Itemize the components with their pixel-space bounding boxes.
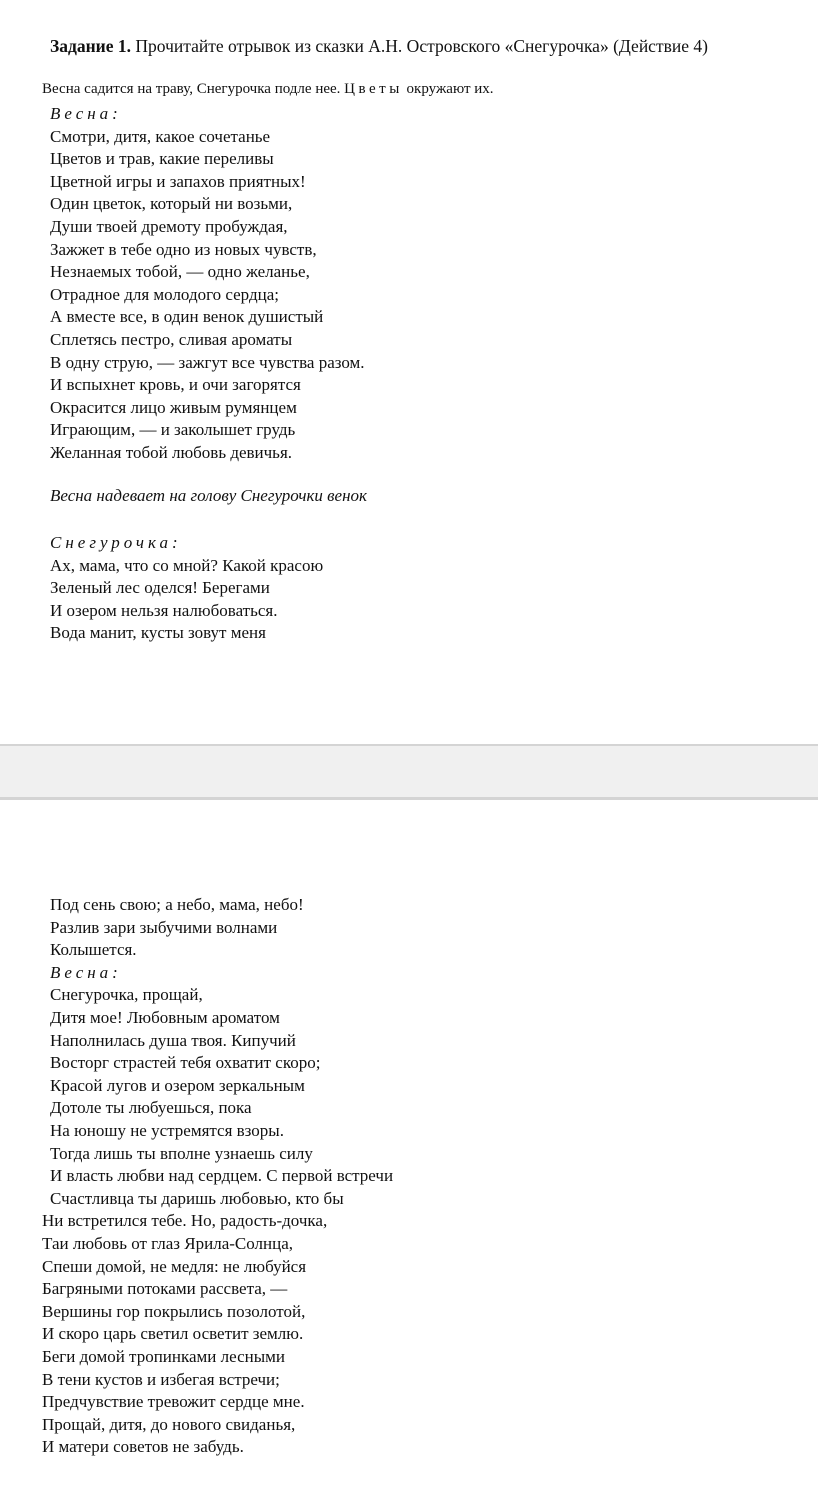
verse-line: Прощай, дитя, до нового свиданья, — [42, 1414, 296, 1434]
speaker-label: Весна: — [50, 962, 122, 982]
verse-block-2 — [50, 532, 323, 645]
verse-line: Беги домой тропинками лесными — [42, 1346, 286, 1366]
verse-line: Ах, мама, что со мной? Какой красою — [50, 555, 324, 575]
verse-line: Багряными потоками рассвета, — — [42, 1279, 288, 1299]
verse-line: Вода манит, кусты зовут меня — [50, 623, 266, 643]
stage-before: Весна садится на траву, Снегурочка подле нее. — [42, 81, 345, 97]
verse-line: В одну струю, — зажгут все чувства разом. — [50, 352, 365, 372]
verse-line: Спеши домой, не медля: не любуйся — [42, 1256, 307, 1276]
verse-line: Окрасится лицо живым румянцем — [50, 397, 297, 417]
verse-line: Разлив зари зыбучими волнами — [50, 917, 278, 937]
task-heading — [50, 36, 708, 57]
verse-line: Незнаемых тобой, — одно желанье, — [50, 262, 310, 282]
verse-line: Снегурочка, прощай, — [50, 985, 203, 1005]
verse-line: На юношу не устремятся взоры. — [50, 1120, 284, 1140]
verse-line: Дотоле ты любуешься, пока — [50, 1098, 252, 1118]
verse-line: Под сень свою; а небо, мама, небо! — [50, 895, 304, 914]
task-label: Задание 1. — [50, 36, 132, 56]
verse-line: Наполнилась душа твоя. Кипучий — [50, 1030, 296, 1050]
verse-line: Таи любовь от глаз Ярила-Солнца, — [42, 1233, 293, 1253]
verse-line: Восторг страстей тебя охватит скоро; — [50, 1053, 321, 1073]
verse-line: Души твоей дремоту пробуждая, — [50, 216, 288, 236]
verse-block-3 — [50, 894, 304, 962]
verse-line: Красой лугов и озером зеркальным — [50, 1075, 305, 1095]
verse-line: Цветов и трав, какие переливы — [50, 149, 274, 169]
document-page-1 — [0, 0, 818, 744]
speaker-label: Снегурочка: — [50, 533, 182, 552]
verse-line: Тогда лишь ты вполне узнаешь силу — [50, 1143, 313, 1163]
verse-line: Счастливца ты даришь любовью, кто бы — [50, 1188, 344, 1208]
verse-line: А вместе все, в один венок душистый — [50, 307, 324, 327]
verse-line: Колышется. — [50, 940, 137, 960]
verse-line: Желанная тобой любовь девичья. — [50, 442, 293, 462]
verse-line: Предчувствие тревожит сердце мне. — [42, 1392, 305, 1412]
verse-line: И власть любви над сердцем. С первой встречи — [50, 1166, 394, 1186]
speaker-label: Весна: — [50, 104, 122, 123]
verse-line: Один цветок, который ни возьми, — [50, 194, 293, 214]
verse-line: Отрадное для молодого сердца; — [50, 284, 279, 304]
task-text: Прочитайте отрывок из сказки А.Н. Островского «Снегурочка» (Действие 4) — [131, 36, 708, 56]
verse-line: И скоро царь светил осветит землю. — [42, 1324, 304, 1344]
verse-line: Вершины гор покрылись позолотой, — [42, 1301, 306, 1321]
verse-line: Цветной игры и запахов приятных! — [50, 171, 306, 191]
stage-spaced-word: Цветы — [344, 81, 403, 97]
verse-line: Играющим, — и заколышет грудь — [50, 420, 296, 440]
verse-line: Дитя мое! Любовным ароматом — [50, 1007, 280, 1027]
stage-direction — [42, 81, 494, 98]
verse-line: И матери советов не забудь. — [42, 1437, 244, 1457]
stage-direction-wreath: Весна надевает на голову Снегурочки венок — [50, 486, 367, 505]
verse-block-5 — [42, 1210, 327, 1459]
verse-block-1 — [50, 103, 365, 465]
verse-block-4 — [50, 962, 393, 1211]
verse-line: Смотри, дитя, какое сочетанье — [50, 126, 271, 146]
verse-line: Зеленый лес оделся! Берегами — [50, 578, 270, 598]
verse-line: И вспыхнет кровь, и очи загорятся — [50, 375, 301, 395]
document-page-2 — [0, 800, 818, 1497]
verse-line: Зажжет в тебе одно из новых чувств, — [50, 239, 317, 259]
verse-line: Ни встретился тебе. Но, радость-дочка, — [42, 1211, 328, 1231]
stage-after: окружают их. — [402, 81, 494, 97]
page-separator — [0, 744, 818, 800]
verse-line: В тени кустов и избегая встречи; — [42, 1369, 280, 1389]
verse-line: И озером нельзя налюбоваться. — [50, 600, 278, 620]
verse-line: Сплетясь пестро, сливая ароматы — [50, 329, 293, 349]
